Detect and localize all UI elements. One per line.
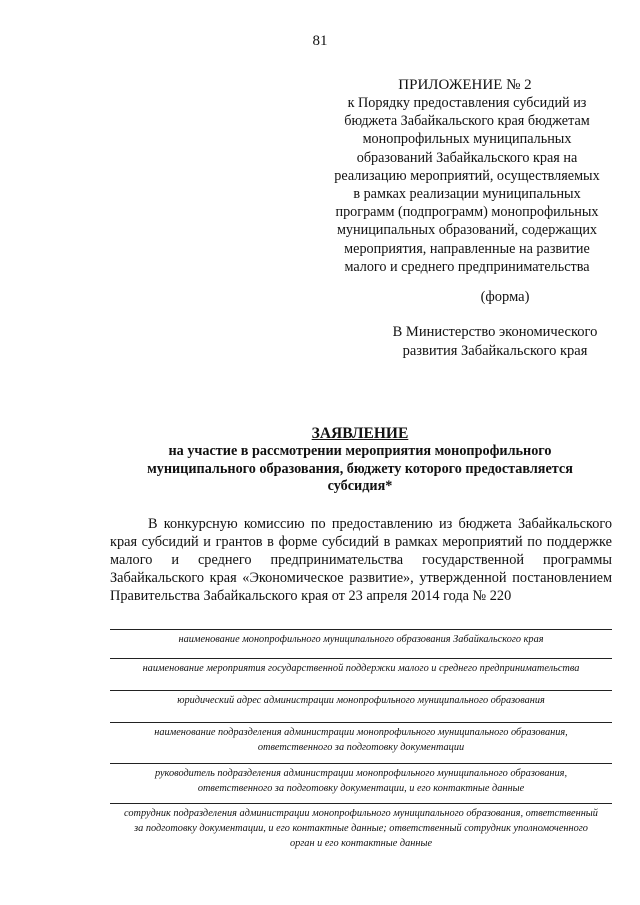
field-caption-address: [110, 693, 612, 708]
caption-line: наименование мероприятия государственной поддержки малого и среднего предпринимательства: [142, 663, 580, 674]
appendix-line: мероприятия, направленные на развитие: [344, 240, 590, 257]
subtitle-line: муниципального образования, бюджету которого предоставляется: [147, 460, 573, 477]
field-caption-department: [110, 725, 612, 755]
caption-line: руководитель подразделения администрации монопрофильного муниципального образования,: [154, 768, 568, 779]
appendix-line: реализацию мероприятий, осуществляемых: [334, 167, 600, 184]
field-caption-head: [110, 766, 612, 796]
appendix-line: бюджета Забайкальского края бюджетам: [344, 113, 590, 130]
appendix-line: в рамках реализации муниципальных: [353, 186, 581, 203]
field-caption-employee: [110, 806, 612, 851]
field-caption-event: [110, 661, 612, 676]
document-subtitle: [110, 443, 610, 496]
caption-line: юридический адрес администрации монопрофильного муниципального образования: [177, 695, 545, 706]
document-title: ЗАЯВЛЕНИЕ: [311, 425, 409, 442]
caption-line: ответственного за подготовку документации, и его контактные данные: [197, 783, 525, 794]
field-line-address: [110, 690, 612, 691]
caption-line: сотрудник подразделения администрации монопрофильного муниципального образования, ответственный: [124, 808, 598, 819]
field-line-municipality: [110, 629, 612, 630]
appendix-title: ПРИЛОЖЕНИЕ № 2: [398, 77, 532, 93]
field-line-event: [110, 658, 612, 659]
caption-line: за подготовку документации, и его контактные данные; ответственный сотрудник уполномоченного: [134, 823, 588, 834]
subtitle-line: на участие в рассмотрении мероприятия монопрофильного: [168, 443, 552, 459]
subtitle-line: субсидия*: [327, 478, 393, 494]
appendix-line: муниципальных образований, содержащих: [336, 222, 598, 239]
field-line-head: [110, 763, 612, 764]
field-line-department: [110, 722, 612, 723]
field-line-employee: [110, 803, 612, 804]
appendix-line: программ (подпрограмм) монопрофильных: [335, 204, 599, 221]
caption-line: ответственного за подготовку документации: [257, 742, 465, 753]
appendix-line: образований Забайкальского края на: [356, 149, 578, 166]
page-number: 81: [312, 33, 328, 49]
addressee-line: В Министерство экономического: [392, 324, 598, 340]
caption-line: наименование монопрофильного муниципального образования Забайкальского края: [178, 634, 544, 645]
caption-line: орган и его контактные данные: [289, 838, 433, 849]
field-caption-municipality: [110, 632, 612, 647]
appendix-line: малого и среднего предпринимательства: [344, 258, 590, 275]
caption-line: наименование подразделения администрации монопрофильного муниципального образования,: [154, 727, 568, 738]
form-label: (форма): [480, 289, 530, 305]
addressee: [370, 323, 620, 360]
addressee-line: развития Забайкальского края: [402, 342, 588, 359]
body-paragraph: В конкурсную комиссию по предоставлению из бюджета Забайкальского края субсидий и грантов в форме субсидий в рамках мероприятий по поддержке малого и среднего предпринимательства государственной программы Забайкальского края «Экономическое развитие», утвержденной постановлением Правительства Забайкальского края от 23 апреля 2014 года № 220: [110, 516, 612, 604]
appendix-line: к Порядку предоставления субсидий из: [347, 95, 587, 111]
appendix-line: монопрофильных муниципальных: [362, 131, 572, 148]
appendix-text: [322, 94, 612, 276]
